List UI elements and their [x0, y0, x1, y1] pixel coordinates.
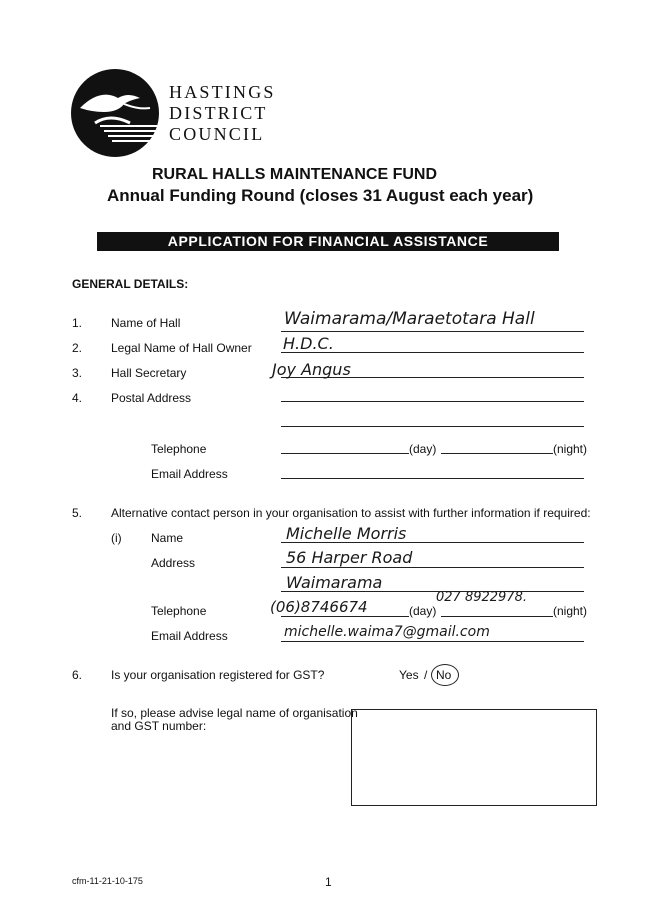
- council-name-line: HASTINGS: [169, 82, 276, 102]
- hall-secretary-value[interactable]: Joy Angus: [272, 360, 351, 379]
- form-reference: cfm-11-21-10-175: [72, 876, 143, 886]
- page-number: 1: [325, 875, 332, 889]
- gst-yes-option[interactable]: Yes: [399, 668, 419, 682]
- section-heading: GENERAL DETAILS:: [72, 277, 189, 291]
- alt-address-line: [281, 567, 584, 568]
- day-label: (day): [409, 442, 437, 456]
- alt-telephone-night-line: [441, 616, 553, 617]
- hall-name-label: Name of Hall: [111, 316, 181, 330]
- gst-advise-line: If so, please advise legal name of organisation: [111, 706, 358, 720]
- telephone-night-line[interactable]: [441, 453, 553, 454]
- field-number: 3.: [72, 366, 83, 380]
- gst-no-option[interactable]: No: [436, 668, 452, 682]
- hall-secretary-label: Hall Secretary: [111, 366, 187, 380]
- telephone-label: Telephone: [151, 442, 207, 456]
- alt-email-value[interactable]: michelle.waima7@gmail.com: [284, 624, 490, 640]
- council-name-line: COUNCIL: [169, 124, 265, 144]
- email-line[interactable]: [281, 478, 584, 479]
- alt-telephone-day-line: [281, 616, 409, 617]
- telephone-day-line[interactable]: [281, 453, 409, 454]
- hall-owner-value[interactable]: H.D.C.: [283, 334, 334, 353]
- sub-number: (i): [111, 531, 122, 545]
- council-name-line: DISTRICT: [169, 103, 268, 123]
- alt-address-value[interactable]: 56 Harper Road: [286, 548, 413, 567]
- postal-address-line[interactable]: [281, 401, 584, 402]
- alt-telephone-night-value[interactable]: 027 8922978.: [436, 590, 527, 605]
- field-number: 2.: [72, 341, 83, 355]
- alt-contact-question: Alternative contact person in your organisation to assist with further information if required:: [111, 506, 591, 520]
- alt-telephone-label: Telephone: [151, 604, 207, 618]
- alt-address-value[interactable]: Waimarama: [286, 573, 383, 592]
- field-number: 6.: [72, 668, 83, 682]
- gst-advise-line: and GST number:: [111, 719, 207, 733]
- hall-name-line: [281, 331, 584, 332]
- form-subtitle: Annual Funding Round (closes 31 August each year): [107, 186, 534, 205]
- hall-name-value[interactable]: Waimarama/Maraetotara Hall: [284, 309, 535, 329]
- bird-emblem-icon: [70, 68, 160, 158]
- email-label: Email Address: [151, 467, 228, 481]
- day-label: (day): [409, 604, 437, 618]
- gst-details-box[interactable]: [351, 709, 597, 806]
- postal-address-line[interactable]: [281, 426, 584, 427]
- gst-advise-label: [111, 707, 358, 733]
- hall-owner-label: Legal Name of Hall Owner: [111, 341, 252, 355]
- postal-address-label: Postal Address: [111, 391, 192, 405]
- gst-question: Is your organisation registered for GST?: [111, 668, 325, 682]
- alt-name-value[interactable]: Michelle Morris: [286, 524, 407, 543]
- field-number: 1.: [72, 316, 83, 330]
- alt-email-line: [281, 641, 584, 642]
- field-number: 5.: [72, 506, 83, 520]
- night-label: (night): [553, 442, 588, 456]
- night-label: (night): [553, 604, 588, 618]
- alt-email-label: Email Address: [151, 629, 228, 643]
- field-number: 4.: [72, 391, 83, 405]
- council-logo: [70, 68, 160, 158]
- gst-slash: /: [424, 668, 428, 682]
- form-banner: APPLICATION FOR FINANCIAL ASSISTANCE: [97, 232, 559, 251]
- alt-address-label: Address: [151, 556, 196, 570]
- council-name: [169, 82, 276, 145]
- form-title: RURAL HALLS MAINTENANCE FUND: [152, 166, 438, 183]
- alt-telephone-day-value[interactable]: (06)8746674: [270, 598, 368, 616]
- alt-name-label: Name: [151, 531, 184, 545]
